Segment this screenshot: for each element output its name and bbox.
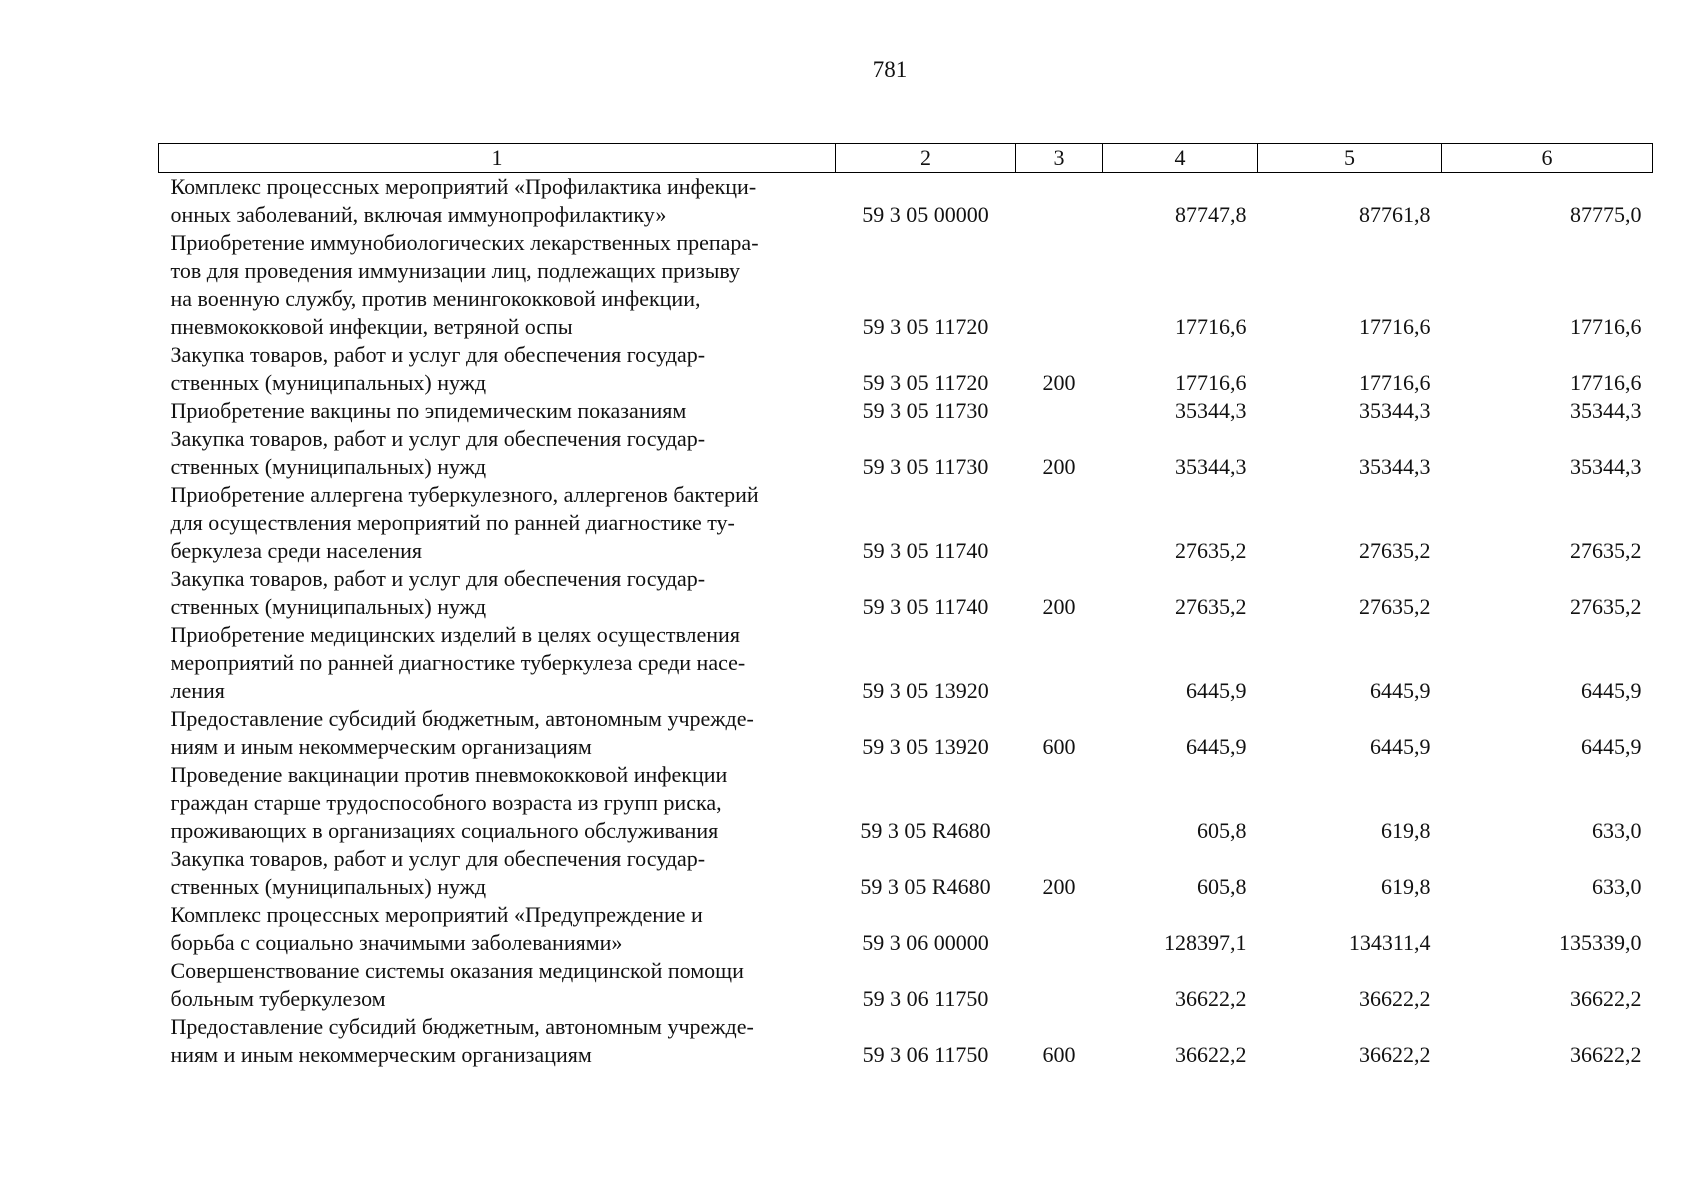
row-expense-type <box>1016 957 1103 1013</box>
row-description: Закупка товаров, работ и услуг для обеспечения государ- ственных (муниципальных) нужд <box>170 846 706 899</box>
row-description: Приобретение аллергена туберкулезного, аллергенов бактерий для осуществления мероприятий по ранней диагностике ту- беркулеза среди населения <box>170 482 759 563</box>
row-expense-type: 200 <box>1042 594 1076 619</box>
row-value-col-4: 35344,3 <box>1175 454 1247 479</box>
row-expense-type <box>1016 621 1103 705</box>
row-value-col-6: 17716,6 <box>1570 370 1642 395</box>
row-expense-type <box>1016 761 1103 845</box>
row-value-col-6: 633,0 <box>1592 818 1642 843</box>
table-row <box>159 957 1653 1013</box>
row-value-col-5: 27635,2 <box>1359 594 1431 619</box>
row-target-code: 59 3 05 00000 <box>862 202 989 227</box>
table-row <box>159 1013 1653 1069</box>
row-description: Предоставление субсидий бюджетным, автономным учрежде- ниям и иным некоммерческим организациям <box>170 706 754 759</box>
row-description: Закупка товаров, работ и услуг для обеспечения государ- ственных (муниципальных) нужд <box>170 342 706 395</box>
row-value-col-5: 36622,2 <box>1359 986 1431 1011</box>
row-description: Закупка товаров, работ и услуг для обеспечения государ- ственных (муниципальных) нужд <box>170 566 706 619</box>
row-target-code: 59 3 05 13920 <box>862 734 989 759</box>
row-value-col-5: 6445,9 <box>1370 734 1431 759</box>
row-value-col-4: 27635,2 <box>1175 538 1247 563</box>
header-row <box>159 144 1653 173</box>
table-row <box>159 901 1653 957</box>
header-col-6: 6 <box>1442 144 1653 173</box>
table-row <box>159 761 1653 845</box>
row-description: Комплекс процессных мероприятий «Профилактика инфекци- онных заболеваний, включая иммунопрофилактику» <box>170 174 757 227</box>
row-value-col-5: 36622,2 <box>1359 1042 1431 1067</box>
row-expense-type: 200 <box>1042 370 1076 395</box>
page-number: 781 <box>872 57 908 82</box>
row-target-code: 59 3 06 11750 <box>862 1042 989 1067</box>
table-row <box>159 397 1653 425</box>
row-target-code: 59 3 05 11720 <box>862 314 989 339</box>
row-target-code: 59 3 05 R4680 <box>860 818 991 843</box>
header-col-2: 2 <box>836 144 1016 173</box>
table-row <box>159 173 1653 230</box>
row-value-col-6: 27635,2 <box>1570 594 1642 619</box>
row-value-col-6: 633,0 <box>1592 874 1642 899</box>
row-value-col-6: 87775,0 <box>1570 202 1642 227</box>
row-target-code: 59 3 05 R4680 <box>860 874 991 899</box>
row-value-col-4: 87747,8 <box>1175 202 1247 227</box>
header-col-4: 4 <box>1103 144 1258 173</box>
row-description: Приобретение иммунобиологических лекарственных препара- тов для проведения иммунизации лиц, подлежащих призыву на военную службу, против менингококковой инфекции, пневмококковой инфекции, ветряной оспы <box>170 230 759 339</box>
row-value-col-5: 6445,9 <box>1370 678 1431 703</box>
table-header <box>159 144 1653 173</box>
row-value-col-5: 619,8 <box>1381 874 1431 899</box>
row-value-col-6: 17716,6 <box>1570 314 1642 339</box>
row-target-code: 59 3 05 11730 <box>862 398 989 423</box>
row-expense-type: 200 <box>1042 454 1076 479</box>
row-description: Закупка товаров, работ и услуг для обеспечения государ- ственных (муниципальных) нужд <box>170 426 706 479</box>
row-value-col-5: 17716,6 <box>1359 370 1431 395</box>
table-body <box>159 173 1653 1070</box>
row-value-col-6: 36622,2 <box>1570 986 1642 1011</box>
row-value-col-4: 605,8 <box>1197 818 1247 843</box>
row-expense-type <box>1016 481 1103 565</box>
row-expense-type <box>1016 397 1103 425</box>
row-description: Предоставление субсидий бюджетным, автономным учрежде- ниям и иным некоммерческим организациям <box>170 1014 754 1067</box>
row-value-col-4: 17716,6 <box>1175 370 1247 395</box>
row-description: Проведение вакцинации против пневмококковой инфекции граждан старше трудоспособного возраста из групп риска, проживающих в организациях социального обслуживания <box>170 762 728 843</box>
row-target-code: 59 3 06 00000 <box>862 930 989 955</box>
row-value-col-5: 27635,2 <box>1359 538 1431 563</box>
row-value-col-6: 135339,0 <box>1559 930 1642 955</box>
row-target-code: 59 3 05 11730 <box>862 454 989 479</box>
row-value-col-6: 35344,3 <box>1570 454 1642 479</box>
row-expense-type <box>1016 229 1103 341</box>
row-target-code: 59 3 06 11750 <box>862 986 989 1011</box>
row-value-col-5: 35344,3 <box>1359 454 1431 479</box>
row-expense-type <box>1016 173 1103 230</box>
row-target-code: 59 3 05 11740 <box>862 538 989 563</box>
row-value-col-6: 35344,3 <box>1570 398 1642 423</box>
row-value-col-6: 6445,9 <box>1581 678 1642 703</box>
row-target-code: 59 3 05 13920 <box>862 678 989 703</box>
budget-table <box>158 143 1653 1069</box>
row-value-col-5: 87761,8 <box>1359 202 1431 227</box>
row-value-col-4: 128397,1 <box>1164 930 1247 955</box>
row-value-col-4: 36622,2 <box>1175 986 1247 1011</box>
row-expense-type: 600 <box>1042 1042 1076 1067</box>
row-description: Приобретение вакцины по эпидемическим показаниям <box>170 398 687 423</box>
row-value-col-4: 27635,2 <box>1175 594 1247 619</box>
table-row <box>159 425 1653 481</box>
table-row <box>159 481 1653 565</box>
table-row <box>159 565 1653 621</box>
row-expense-type <box>1016 901 1103 957</box>
table-row <box>159 341 1653 397</box>
row-expense-type: 600 <box>1042 734 1076 759</box>
table-row <box>159 229 1653 341</box>
row-value-col-5: 17716,6 <box>1359 314 1431 339</box>
header-col-3: 3 <box>1016 144 1103 173</box>
row-value-col-4: 6445,9 <box>1186 678 1247 703</box>
row-value-col-5: 134311,4 <box>1348 930 1431 955</box>
row-target-code: 59 3 05 11740 <box>862 594 989 619</box>
row-value-col-4: 36622,2 <box>1175 1042 1247 1067</box>
row-value-col-4: 17716,6 <box>1175 314 1247 339</box>
table-row <box>159 705 1653 761</box>
row-expense-type: 200 <box>1042 874 1076 899</box>
row-description: Комплекс процессных мероприятий «Предупреждение и борьба с социально значимыми заболеваниями» <box>170 902 703 955</box>
table-row <box>159 845 1653 901</box>
row-target-code: 59 3 05 11720 <box>862 370 989 395</box>
budget-table-container <box>158 143 1652 1069</box>
row-value-col-6: 36622,2 <box>1570 1042 1642 1067</box>
row-value-col-4: 605,8 <box>1197 874 1247 899</box>
row-value-col-4: 6445,9 <box>1186 734 1247 759</box>
table-row <box>159 621 1653 705</box>
row-description: Совершенствование системы оказания медицинской помощи больным туберкулезом <box>170 958 744 1011</box>
row-description: Приобретение медицинских изделий в целях осуществления мероприятий по ранней диагностике туберкулеза среди насе- ления <box>170 622 746 703</box>
header-col-1: 1 <box>159 144 836 173</box>
row-value-col-4: 35344,3 <box>1175 398 1247 423</box>
row-value-col-6: 6445,9 <box>1581 734 1642 759</box>
row-value-col-5: 619,8 <box>1381 818 1431 843</box>
row-value-col-6: 27635,2 <box>1570 538 1642 563</box>
row-value-col-5: 35344,3 <box>1359 398 1431 423</box>
header-col-5: 5 <box>1258 144 1442 173</box>
